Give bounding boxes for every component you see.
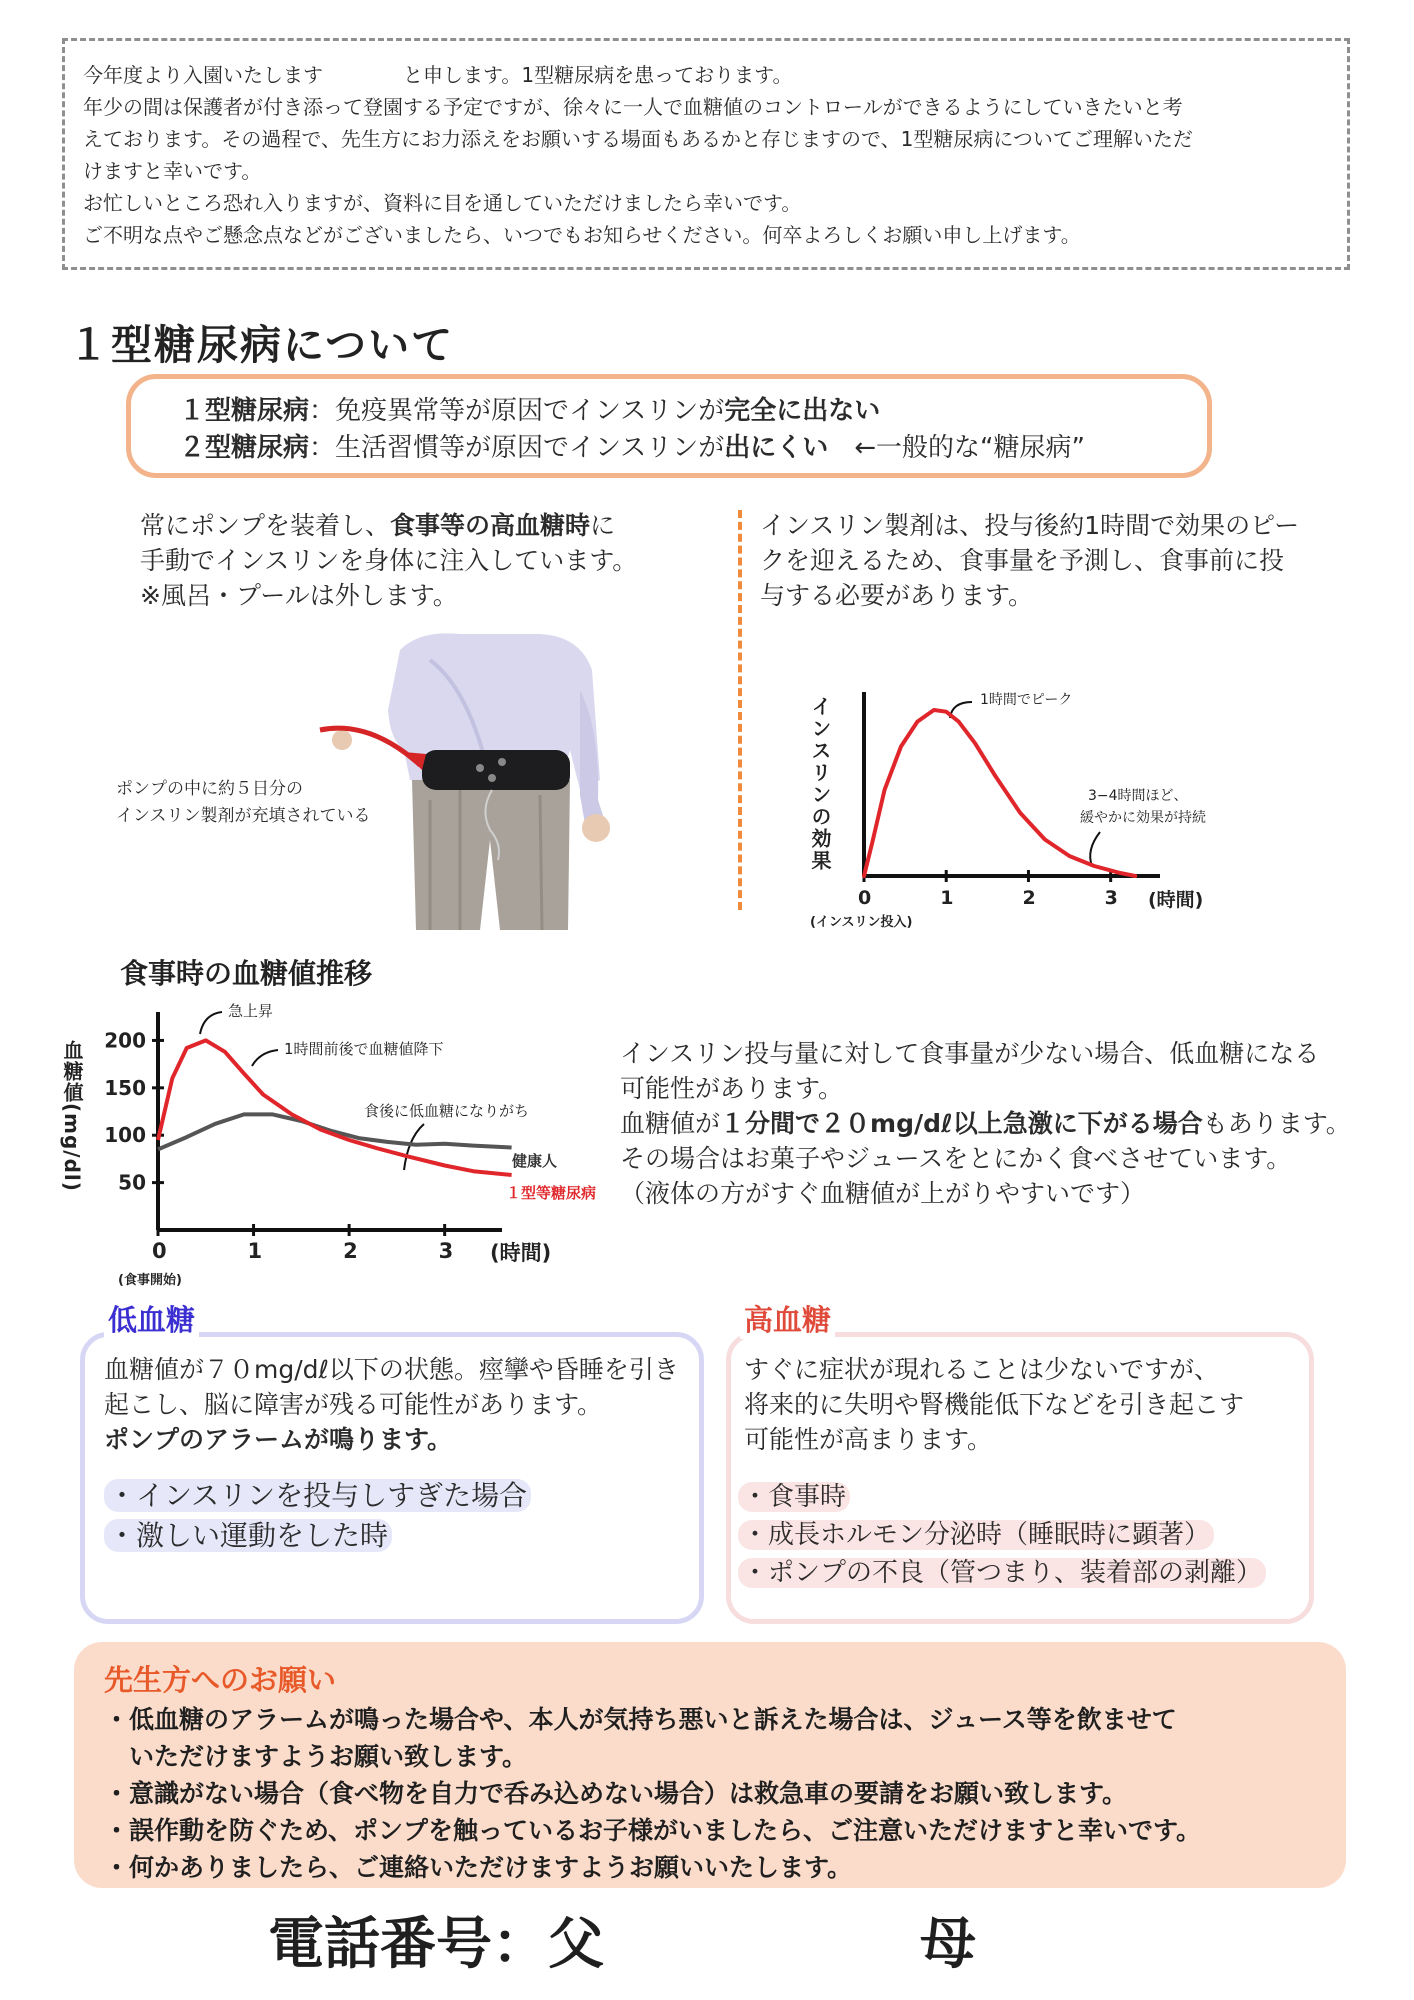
intro-line: けますと幸いです。 xyxy=(83,159,262,183)
intro-line: ご不明な点やご懸念点などがございましたら、いつでもお知らせください。何卒よろしくお願い申し上げます。 xyxy=(83,223,1081,247)
x-tick-label: 3 xyxy=(1104,887,1118,909)
x-tick-label: 1 xyxy=(940,887,954,909)
hyper-cause: ・ポンプの不良（管つまり、装着部の剥離） xyxy=(738,1558,1266,1588)
definition-type1 xyxy=(179,393,1207,430)
request-line: ・誤作動を防ぐため、ポンプを触っているお子様がいましたら、ご注意いただけますと幸いです。 xyxy=(104,1816,1202,1845)
column-divider xyxy=(738,510,742,910)
type2-emph: 出にくい xyxy=(724,433,829,463)
bloodsugar-line3 xyxy=(620,1106,1360,1141)
annotation: 急上昇 xyxy=(228,1002,274,1020)
legend-healthy: 健康人 xyxy=(512,1152,558,1170)
bloodsugar-chart xyxy=(60,998,626,1298)
y-tick-label: 200 xyxy=(104,1028,146,1053)
bloodsugar-line4: その場合はお菓子やジュースをとにかく食べさせています。 xyxy=(620,1144,1292,1173)
x-tick-label: 2 xyxy=(1022,887,1036,909)
x-tick-note: (インスリン投入) xyxy=(810,915,913,930)
annotation: 3−4時間ほど、 xyxy=(1088,788,1188,804)
hypoglycemia-causes xyxy=(104,1476,531,1556)
bloodsugar-line2: 可能性があります。 xyxy=(620,1074,844,1103)
bloodsugar-line3-a: 血糖値が xyxy=(620,1109,721,1138)
intro-line: 今年度より入園いたします と申します。1型糖尿病を患っております。 xyxy=(83,63,793,87)
annotation-arrow xyxy=(404,1124,424,1170)
x-axis-label: (時間) xyxy=(490,1241,552,1265)
pump-line2: 手動でインスリンを身体に注入しています。 xyxy=(140,546,638,575)
definition-box xyxy=(126,374,1212,478)
hypo-line1: 血糖値が７０mg/dℓ以下の状態。痙攣や昏睡を引き xyxy=(104,1355,679,1384)
hypo-cause: ・インスリンを投与しすぎた場合 xyxy=(104,1479,531,1512)
request-line: いただけますようお願い致します。 xyxy=(104,1742,528,1771)
annotation-arrow xyxy=(200,1012,222,1034)
bloodsugar-line3-c: もあります。 xyxy=(1202,1109,1351,1138)
pump-line1-emph: 食事等の高血糖時 xyxy=(390,511,591,540)
hyperglycemia-title: 高血糖 xyxy=(740,1298,835,1339)
type2-text: ：生活習慣等が原因でインスリンが xyxy=(309,433,725,463)
pump-wearing-child-photo xyxy=(330,630,660,930)
pump-line1 xyxy=(140,508,730,543)
intro-line: お忙しいところ恐れ入りますが、資料に目を通していただけましたら幸いです。 xyxy=(83,191,802,215)
pump-caption xyxy=(116,776,371,830)
hypoglycemia-body xyxy=(104,1352,694,1457)
x-tick-label: 2 xyxy=(343,1239,358,1263)
annotation: 1時間でピーク xyxy=(980,692,1073,708)
x-axis-label: (時間) xyxy=(1148,889,1204,911)
section-title: １型糖尿病について xyxy=(68,321,455,369)
y-tick-label: 150 xyxy=(104,1075,146,1100)
y-axis-label: 血糖値(mg/dl) xyxy=(60,1040,84,1192)
bloodsugar-description xyxy=(620,1036,1360,1211)
annotation: 1時間前後で血糖値降下 xyxy=(284,1040,444,1058)
request-box xyxy=(74,1642,1346,1888)
bloodsugar-line3-emph: １分間で２０mg/dℓ以上急激に下がる場合 xyxy=(720,1109,1203,1138)
hyper-line1: すぐに症状が現れることは少ないですが、 xyxy=(744,1355,1220,1384)
annotation-arrow xyxy=(252,1050,278,1066)
hyper-line2: 将来的に失明や腎機能低下などを引き起こす xyxy=(744,1390,1245,1419)
phone-label-father: 電話番号：父 xyxy=(268,1912,604,1977)
x-tick-note: (食事開始) xyxy=(118,1273,182,1288)
request-line: ・低血糖のアラームが鳴った場合や、本人が気持ち悪いと訴えた場合は、ジュース等を飲ませて xyxy=(104,1705,1177,1734)
legend-type1: １型等糖尿病 xyxy=(506,1184,597,1202)
bloodsugar-line1: インスリン投与量に対して食事量が少ない場合、低血糖になる xyxy=(620,1039,1320,1068)
type2-term: ２型糖尿病 xyxy=(179,433,310,463)
y-axis-label: インスリンの効果 xyxy=(808,696,832,872)
intro-line: えております。その過程で、先生方にお力添えをお願いする場面もあるかと存じますので、1型糖尿病についてご理解いただ xyxy=(83,127,1193,151)
pump-line1-c: に xyxy=(590,511,616,540)
hyper-cause: ・成長ホルモン分泌時（睡眠時に顕著） xyxy=(738,1520,1214,1550)
annotation-arrow xyxy=(1090,832,1100,866)
insulin-line3: 与する必要があります。 xyxy=(760,581,1034,610)
request-line: ・意識がない場合（食べ物を自力で呑み込めない場合）は救急車の要請をお願い致します。 xyxy=(104,1779,1128,1808)
hyperglycemia-causes xyxy=(738,1478,1266,1592)
x-tick-label: 3 xyxy=(438,1239,454,1263)
type2-note: ←一般的な“糖尿病” xyxy=(828,433,1085,463)
hyper-cause: ・食事時 xyxy=(738,1482,850,1512)
pump-caption-line2: インスリン製剤が充填されている xyxy=(116,806,371,826)
hypo-line3: ポンプのアラームが鳴ります。 xyxy=(104,1425,453,1454)
hypo-cause: ・激しい運動をした時 xyxy=(104,1519,392,1552)
bloodsugar-line5: （液体の方がすぐ血糖値が上がりやすいです） xyxy=(620,1179,1146,1208)
request-title: 先生方へのお願い xyxy=(104,1663,337,1697)
annotation: 食後に低血糖になりがち xyxy=(364,1102,530,1120)
hypo-line2: 起こし、脳に障害が残る可能性があります。 xyxy=(104,1390,603,1419)
intro-box xyxy=(62,38,1350,270)
annotation: 緩やかに効果が持続 xyxy=(1080,810,1206,826)
type1-emph: 完全に出ない xyxy=(724,396,881,426)
pump-description xyxy=(140,508,730,613)
phone-label-mother: 母 xyxy=(920,1912,976,1977)
definition-type2 xyxy=(179,430,1207,467)
intro-line: 年少の間は保護者が付き添って登園する予定ですが、徐々に一人で血糖値のコントロールができるようにしていきたいと考 xyxy=(83,95,1183,119)
hyperglycemia-body xyxy=(744,1352,1304,1457)
hyper-line3: 可能性が高まります。 xyxy=(744,1425,993,1454)
hypoglycemia-title: 低血糖 xyxy=(104,1298,199,1339)
x-tick-label: 0 xyxy=(858,887,872,909)
type1-text: ：免疫異常等が原因でインスリンが xyxy=(309,396,725,426)
pump-line3: ※風呂・プールは外します。 xyxy=(140,581,458,610)
insulin-line1: インスリン製剤は、投与後約1時間で効果のピー xyxy=(760,511,1300,540)
y-tick-label: 50 xyxy=(118,1170,146,1195)
insulin-description xyxy=(760,508,1340,613)
y-tick-label: 100 xyxy=(104,1123,146,1148)
type1-term: １型糖尿病 xyxy=(179,396,310,426)
bloodsugar-chart-title: 食事時の血糖値推移 xyxy=(120,957,373,990)
x-tick-label: 1 xyxy=(247,1239,263,1263)
insulin-effect-chart xyxy=(800,680,1230,940)
pump-caption-line1: ポンプの中に約５日分の xyxy=(116,779,303,799)
request-line: ・何かありましたら、ご連絡いただけますようお願いいたします。 xyxy=(104,1853,853,1882)
pump-line1-a: 常にポンプを装着し、 xyxy=(140,511,391,540)
insulin-line2: クを迎えるため、食事量を予測し、食事前に投 xyxy=(760,546,1285,575)
x-tick-label: 0 xyxy=(152,1239,167,1263)
